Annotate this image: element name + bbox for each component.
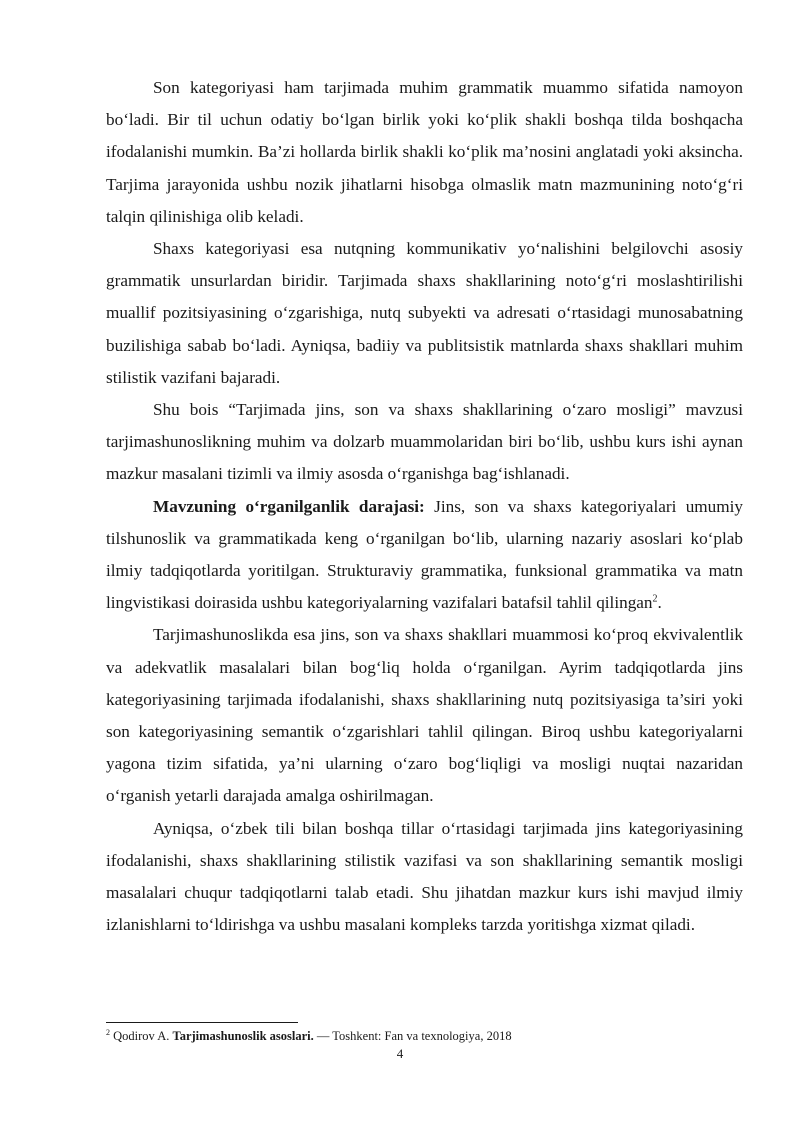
paragraph-text: Ayniqsa, o‘zbek tili bilan boshqa tillar o‘rtasidagi tarjimada jins kategoriyasining ifodalanishi, shaxs shakllarining stilistik vazifasi va son shakllarining semantik mosligi masalalari chuqur tadqiqotlarni talab etadi. Shu jihatdan mazkur kurs ishi mavjud ilmiy izlanishlarni to‘ldirishga va ushbu masalani kompleks tarzda yoritishga xizmat qiladi. — [106, 818, 743, 935]
paragraph-text: Shaxs kategoriyasi esa nutqning kommunikativ yo‘nalishini belgilovchi asosiy grammatik unsurlardan biridir. Tarjimada shaxs shakllarining noto‘g‘ri moslashtirilishi muallif pozitsiyasining o‘zgarishiga, nutq subyekti va adresati o‘rtasidagi munosabatning buzilishiga sabab bo‘ladi. Ayniqsa, badiiy va publitsistik matnlarda shaxs shakllari muhim stilistik vazifani bajaradi. — [106, 239, 743, 387]
paragraph-1 — [106, 72, 743, 233]
page-number: 4 — [396, 1046, 404, 1061]
paragraph-tail: . — [657, 593, 662, 613]
paragraph-3 — [106, 394, 743, 491]
paragraph-2 — [106, 233, 743, 394]
page-body — [106, 72, 743, 941]
footnote-reference[interactable]: 2 — [652, 593, 658, 605]
paragraph-text: Son kategoriyasi ham tarjimada muhim grammatik muammo sifatida namoyon bo‘ladi. Bir til uchun odatiy bo‘lgan birlik yoki ko‘plik shakli boshqa tilda boshqacha ifodalanishi mumkin. Ba’zi hollarda birlik shakli ko‘plik ma’nosini anglatadi yoki aksincha. Tarjima jarayonida ushbu nozik jihatlarni hisobga olmaslik matn mazmunining noto‘g‘ri talqin qilinishiga olib keladi. — [106, 78, 743, 226]
paragraph-text: Shu bois “Tarjimada jins, son va shaxs shakllarining o‘zaro mosligi” mavzusi tarjimashunoslikning muhim va dolzarb muammolaridan biri bo‘lib, ushbu kurs ishi aynan mazkur masalani tizimli va ilmiy asosda o‘rganishga bag‘ishlanadi. — [106, 400, 743, 484]
section-heading-inline: Mavzuning o‘rganilganlik darajasi: — [153, 496, 425, 516]
paragraph-text: Jins, son va shaxs kategoriyalari umumiy tilshunoslik va grammatikada keng o‘rganilgan bo‘lib, ularning nazariy asoslari ko‘plab ilmiy tadqiqotlarda yoritilgan. Strukturaviy grammatika, funksional grammatika va matn lingvistikasi doirasida ushbu kategoriyalarning vazifalari batafsil tahlil qilingan — [106, 496, 743, 613]
footnote-title: Tarjimashunoslik asoslari. — [172, 1029, 314, 1043]
footnote-publisher: — Toshkent: Fan va texnologiya, 2018 — [313, 1029, 512, 1043]
paragraph-text: Tarjimashunoslikda esa jins, son va shaxs shakllari muammosi ko‘proq ekvivalentlik va adekvatlik masalalari bilan bog‘liq holda o‘rganilgan. Ayrim tadqiqotlarda jins kategoriyasining tarjimada ifodalanishi, shaxs shakllarining nutq pozitsiyasiga ta’siri yoki son kategoriyasining semantik o‘zgarishlari tahlil qilingan. Biroq ushbu kategoriyalarni yagona tizim sifatida, ya’ni ularning o‘zaro bog‘liqligi va mosligi nuqtai nazaridan o‘rganish yetarli darajada amalga oshirilmagan. — [106, 625, 743, 806]
footnote — [106, 1028, 743, 1044]
footnote-separator — [106, 1022, 298, 1023]
paragraph-5 — [106, 619, 743, 812]
paragraph-4 — [106, 491, 743, 620]
footnote-mark: 2 — [106, 1027, 110, 1037]
paragraph-6 — [106, 813, 743, 942]
footnote-author: Qodirov A. — [110, 1029, 173, 1043]
